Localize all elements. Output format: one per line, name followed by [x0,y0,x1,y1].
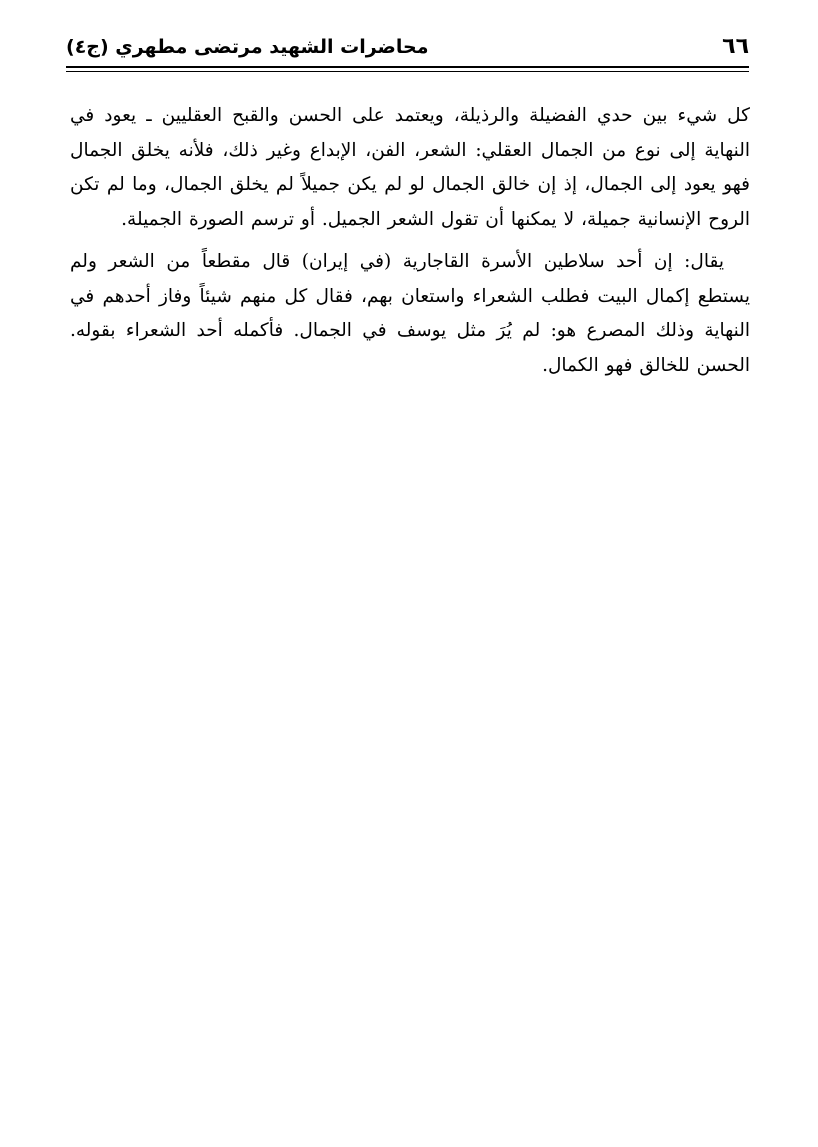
paragraph-1: كل شيء بين حدي الفضيلة والرذيلة، ويعتمد على الحسن والقبح العقليين ـ يعود في النهاية إلى نوع من الجمال العقلي: الشعر، الفن، الإبداع وغير ذلك، فلأنه يخلق الجمال فهو يعود إلى الجمال، إذ إن خالق الجمال لو لم يكن جميلاً لم يخلق الجمال، وما لم تكن الروح الإنسانية جميلة، لا يمكنها أن تقول الشعر الجميل. أو ترسم الصورة الجميلة. [70,105,750,230]
header-rule-thick [66,66,749,68]
running-title: محاضرات الشهيد مرتضى مطهري (ج٤) [66,36,429,58]
page-number: ٦٦ [722,34,749,59]
header-rule-thin [66,71,749,72]
paragraph-2: يقال: إن أحد سلاطين الأسرة القاجارية (في إيران) قال مقطعاً من الشعر ولم يستطع إكمال البيت فطلب الشعراء واستعان بهم، فقال كل منهم شيئاً وفاز أحدهم في النهاية وذلك المصرع هو: لم يُرَ مثل يوسف في الجمال. فأكمله أحد الشعراء بقوله. الحسن للخالق فهو الكمال. [70,251,750,376]
page-header [66,32,749,66]
body-text [70,99,750,383]
